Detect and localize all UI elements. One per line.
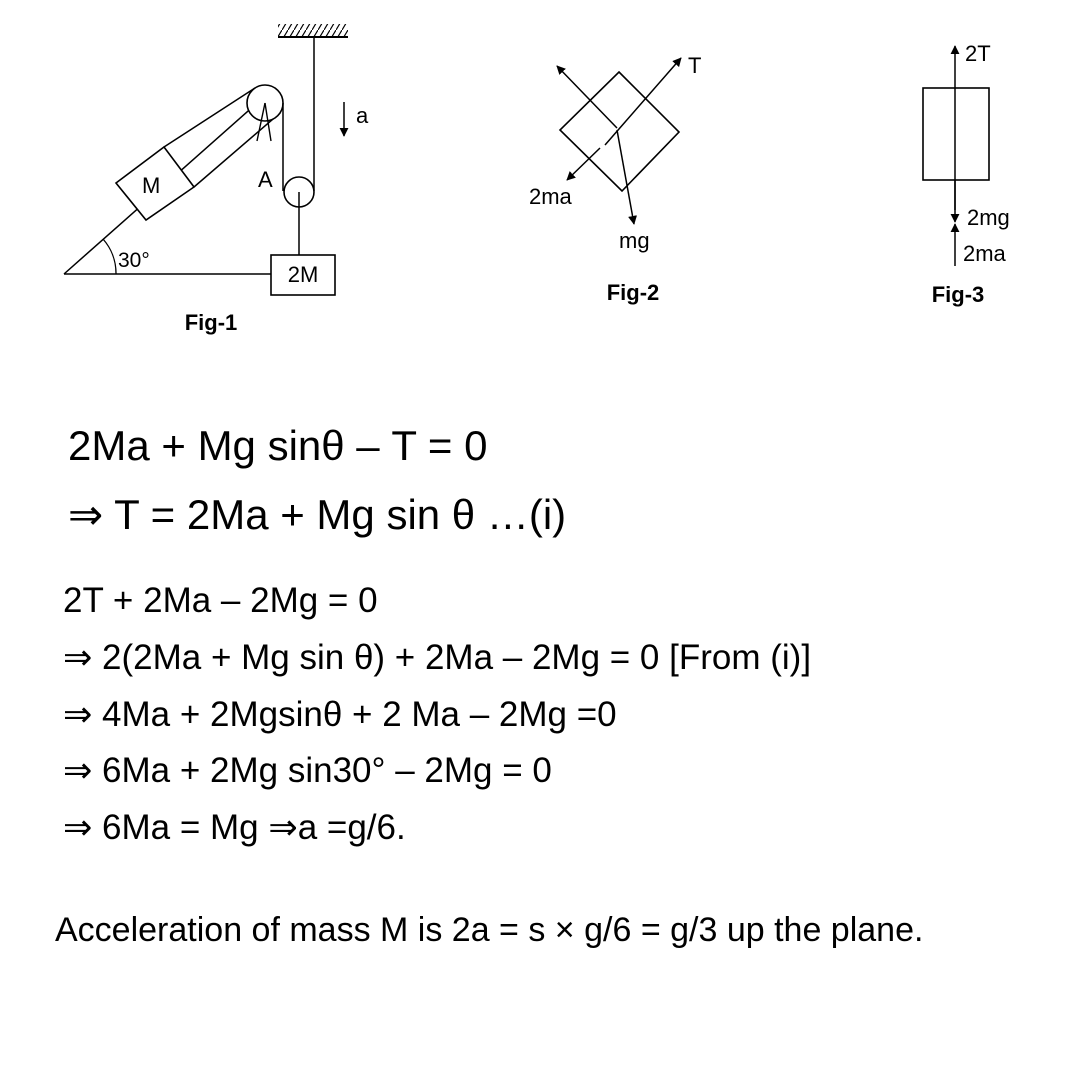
weight-label: mg (619, 228, 650, 253)
force-up-label: 2T (965, 41, 991, 66)
block-m-label: M (142, 173, 161, 198)
angle-arc (103, 239, 116, 274)
figures-canvas (0, 0, 1080, 360)
equation-4: ⇒ 2(2Ma + Mg sin θ) + 2Ma – 2Mg = 0 [From (i)] (63, 638, 812, 677)
fig1-caption: Fig-1 (184, 310, 238, 335)
conclusion-text: Acceleration of mass M is 2a = s × g/6 = g/3 up the plane. (55, 911, 924, 949)
point-a-label: A (258, 167, 273, 192)
equation-5: ⇒ 4Ma + 2Mgsinθ + 2 Ma – 2Mg =0 (63, 695, 617, 734)
equation-2: ⇒ T = 2Ma + Mg sin θ …(i) (68, 491, 567, 538)
figure-1 (64, 24, 369, 335)
fig2-caption: Fig-2 (606, 280, 660, 305)
block-2m-label: 2M (287, 262, 319, 287)
equation-6: ⇒ 6Ma + 2Mg sin30° – 2Mg = 0 (63, 751, 552, 790)
figure-3 (923, 41, 1010, 307)
fig3-caption: Fig-3 (931, 282, 985, 307)
angle-label: 30° (118, 249, 150, 272)
equation-3: 2T + 2Ma – 2Mg = 0 (63, 581, 378, 620)
equation-7: ⇒ 6Ma = Mg ⇒a =g/6. (63, 808, 406, 847)
ceiling-support (278, 24, 348, 36)
accel-label: a (356, 103, 369, 128)
weight-label: 2mg (967, 205, 1010, 230)
tilted-block (560, 72, 679, 191)
equation-1: 2Ma + Mg sinθ – T = 0 (68, 422, 488, 469)
figure-2 (529, 53, 701, 305)
tension-label: T (688, 53, 702, 78)
pseudo-label: 2ma (529, 184, 572, 209)
hanging-block-fbd (923, 88, 989, 180)
pseudo-label: 2ma (963, 241, 1006, 266)
